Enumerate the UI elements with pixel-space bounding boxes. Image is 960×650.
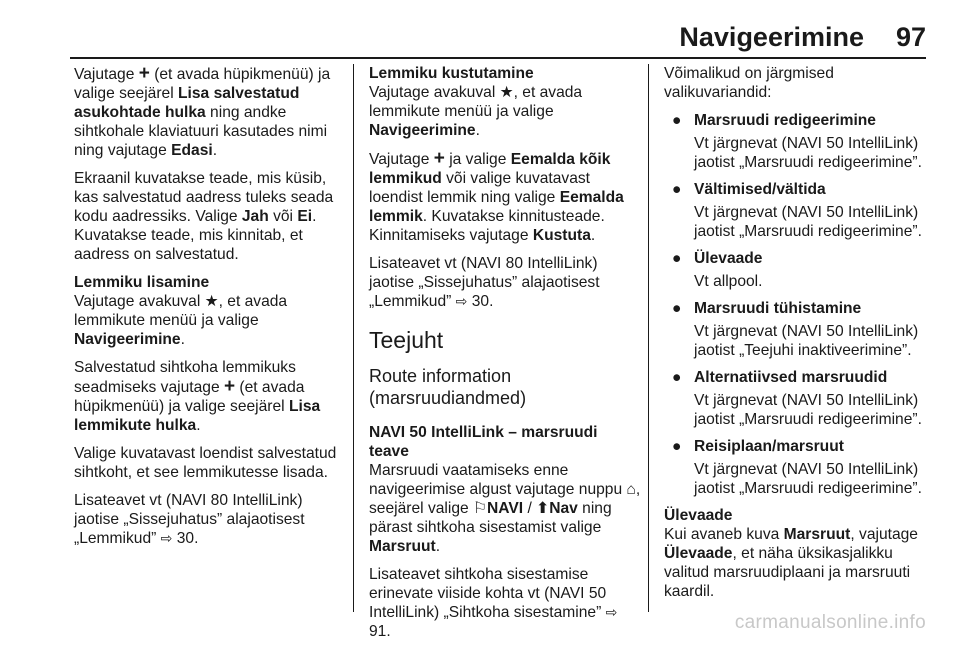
column-1	[74, 64, 346, 557]
star-icon: ★	[499, 84, 514, 101]
page-header	[0, 0, 960, 58]
list-item: ● Ülevaade Vt allpool.	[672, 250, 763, 290]
paragraph-delete-favourite-2: Vajutage + ja valige Eemalda kõik lemmikud või valige kuvatavast loendist lemmik ning valige Eemalda lemmik. Kuvatakse kinnitusteade. Kinnitamiseks vajutage Kustuta.	[369, 148, 624, 244]
bullet-icon: ●	[672, 369, 682, 386]
bullet-icon: ●	[672, 112, 682, 129]
column-divider-2	[648, 64, 649, 612]
page-ref-arrow-icon: ⇨	[605, 604, 618, 620]
page-ref-arrow-icon: ⇨	[455, 293, 468, 309]
bullet-icon: ●	[672, 250, 682, 267]
header-divider	[70, 57, 926, 59]
plus-icon: +	[223, 376, 236, 397]
list-item: ● Alternatiivsed marsruudid Vt järgnevat (NAVI 50 IntelliLink) jaotist „Marsruudi redigeerimine”.	[672, 369, 922, 428]
nav-arrow-icon: ⬆	[536, 500, 550, 517]
list-item: ● Marsruudi tühistamine Vt järgnevat (NAVI 50 IntelliLink) jaotist „Teejuhi inaktiveerimine”.	[672, 300, 919, 359]
options-intro: Võimalikud on järgmised valikuvariandid:	[664, 65, 834, 101]
paragraph-overview: Kui avaneb kuva Marsruut, vajutage Ülevaade, et näha üksikasjalikku valitud marsruudiplaani ja marsruuti kaardil.	[664, 526, 918, 600]
paragraph-add-favourite-1: Vajutage avakuval ★, et avada lemmikute menüü ja valige Navigeerimine.	[74, 293, 288, 348]
section-heading-guidance: Teejuht	[369, 327, 444, 353]
paragraph-delete-favourite-1: Vajutage avakuval ★, et avada lemmikute menüü ja valige Navigeerimine.	[369, 84, 583, 139]
list-item: ● Vältimised/vältida Vt järgnevat (NAVI 50 IntelliLink) jaotist „Marsruudi redigeerimine”.	[672, 181, 922, 240]
paragraph-destination-entry: Lisateavet sihtkoha sisestamise erinevate viiside kohta vt (NAVI 50 IntelliLink) „Sihtkoha sisestamine” ⇨ 91.	[369, 566, 618, 640]
page-number: 97	[895, 22, 926, 52]
bullet-icon: ●	[672, 438, 682, 455]
page-ref-arrow-icon: ⇨	[160, 530, 173, 546]
subsection-heading-route-info: Route information (marsruudiandmed)	[369, 366, 527, 408]
heading-overview: Ülevaade	[664, 507, 733, 524]
heading-navi50-route-info: NAVI 50 IntelliLink – marsruudi teave	[369, 424, 598, 460]
watermark: carmanualsonline.info	[734, 612, 926, 633]
paragraph-more-info: Lisateavet vt (NAVI 80 IntelliLink) jaotise „Sissejuhatus” alajaotisest „Lemmikud” ⇨ 30.	[369, 255, 600, 310]
home-icon: ⌂	[626, 481, 636, 498]
bullet-icon: ●	[672, 300, 682, 317]
paragraph-add-favourite-3: Valige kuvatavast loendist salvestatud sihtkoht, et see lemmikutesse lisada.	[74, 445, 337, 481]
star-icon: ★	[204, 293, 219, 310]
paragraph-save-location: Vajutage + (et avada hüpikmenüü) ja valige seejärel Lisa salvestatud asukohtade hulka ning andke sihtkohale klaviatuuri kasutades nimi ning vajutage Edasi.	[74, 63, 331, 159]
paragraph-home-address: Ekraanil kuvatakse teade, mis küsib, kas salvestatud aadress tuleks seada kodu aadressiks. Valige Jah või Ei. Kuvatakse teade, mis kinnitab, et aadress on salvestatud.	[74, 170, 334, 263]
heading-add-favourite: Lemmiku lisamine	[74, 274, 210, 291]
column-3	[664, 64, 936, 610]
column-2	[369, 64, 641, 650]
bullet-icon: ●	[672, 181, 682, 198]
page-title: Navigeerimine	[679, 22, 864, 52]
list-item: ● Marsruudi redigeerimine Vt järgnevat (NAVI 50 IntelliLink) jaotist „Marsruudi redigeerimine”.	[672, 112, 922, 171]
list-item: ● Reisiplaan/marsruut Vt järgnevat (NAVI 50 IntelliLink) jaotist „Marsruudi redigeerimine”.	[672, 438, 922, 497]
paragraph-more-info: Lisateavet vt (NAVI 80 IntelliLink) jaotise „Sissejuhatus” alajaotisest „Lemmikud” ⇨ 30.	[74, 492, 305, 547]
options-list	[664, 111, 936, 498]
flag-icon: ⚐	[473, 500, 488, 517]
plus-icon: +	[138, 63, 150, 84]
column-divider-1	[353, 64, 354, 612]
paragraph-view-route: Marsruudi vaatamiseks enne navigeerimise algust vajutage nuppu ⌂, seejärel valige ⚐NAVI / ⬆Nav ning pärast sihtkoha sisestamist valige Marsruut.	[369, 462, 641, 555]
paragraph-add-favourite-2: Salvestatud sihtkoha lemmikuks seadmiseks vajutage + (et avada hüpikmenüü) ja valige seejärel Lisa lemmikute hulka.	[74, 359, 321, 434]
heading-delete-favourite: Lemmiku kustutamine	[369, 65, 534, 82]
plus-icon: +	[433, 148, 445, 169]
